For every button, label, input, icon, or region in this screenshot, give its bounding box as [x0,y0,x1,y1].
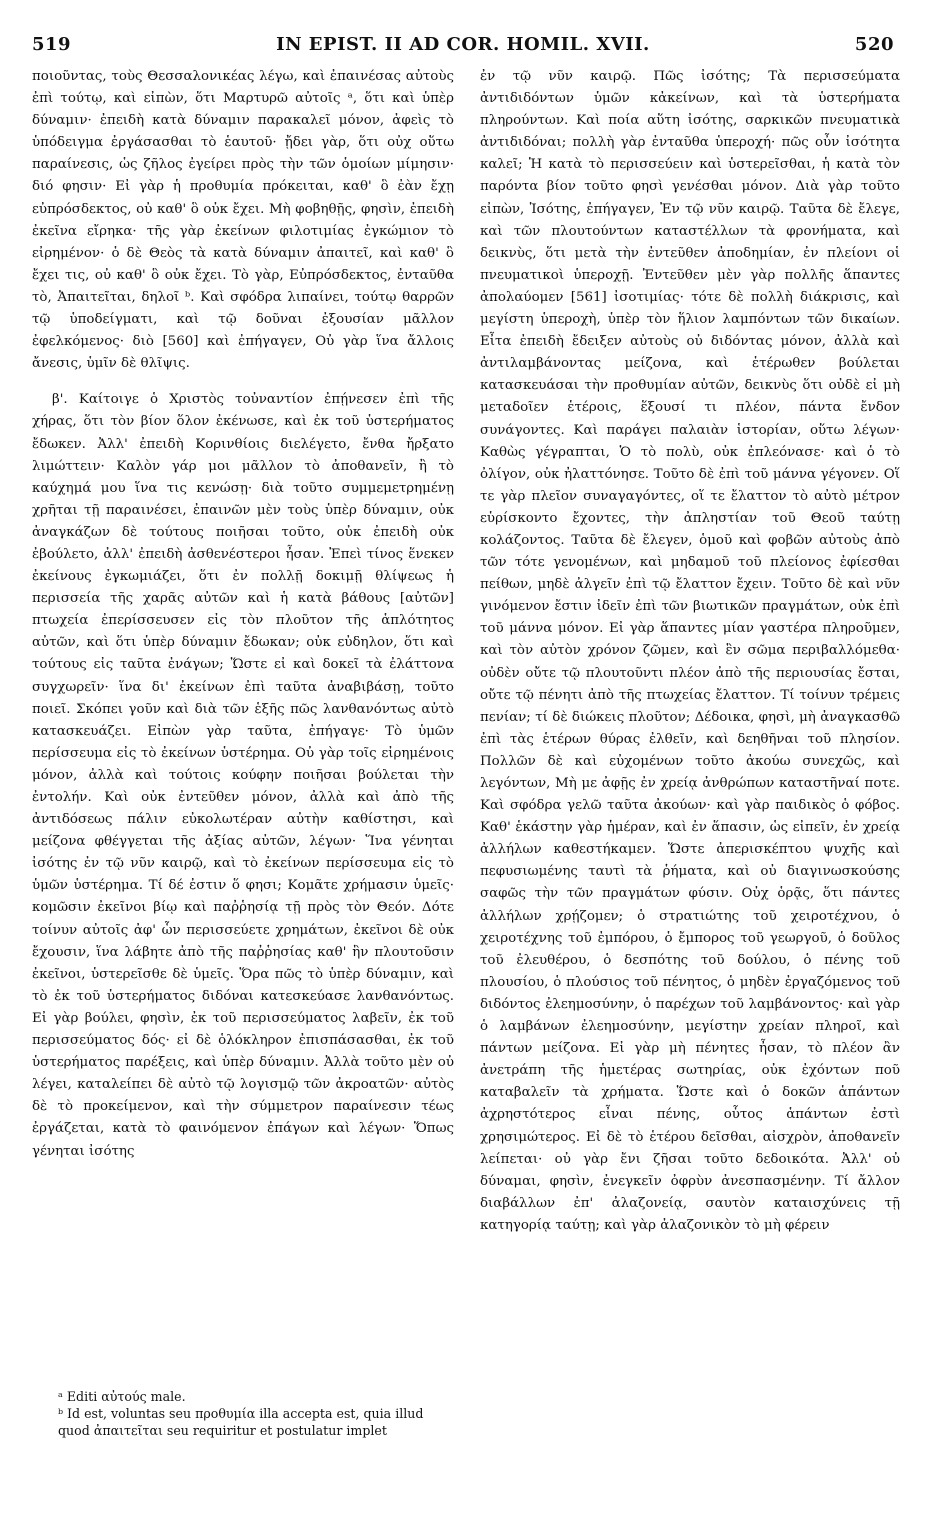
left-column [32,66,454,1163]
right-column [480,66,900,1237]
footnote-a: ᵃ Editi αὐτούς male. [58,1389,186,1404]
footnote-b: ᵇ Id est, voluntas seu προθυμία illa accepta est, quia illud quod ἀπαιτεῖται seu requiritur et postulatur implet [58,1406,424,1438]
page-number-right: 520 [854,34,894,55]
footnotes [32,1388,454,1439]
right-paragraph-1: ἐν τῷ νῦν καιρῷ. Πῶς ἰσότης; Τὰ περισσεύματα ἀντιδιδόντων ὑμῶν κἀκείνων, καὶ τὰ ὑστερήματα πληρούντων. Καὶ ποία αὕτη ἰσότης, σαρκικῶν πνευματικὰ ἀντιδιδόναι; πολλὴ γὰρ ἐνταῦθα ὑπεροχή· πῶς οὖν ἰσότητα καλεῖ; Ἡ κατὰ τὸ περισσεύειν καὶ ὑστερεῖσθαι, ἡ κατὰ τὸν παρόντα βίον τοῦτο φησὶ γενέσθαι μόνον. Διὰ γὰρ τοῦτο εἰπὼν, Ἰσότης, ἐπήγαγεν, Ἐν τῷ νῦν καιρῷ. Ταῦτα δὲ ἔλεγε, καὶ τῶν πλουτούντων καταστέλλων τὰ φρονήματα, καὶ δεικνὺς, ὅτι μετὰ τὴν ἐντεῦθεν ἀποδημίαν, ἐν πλείονι οἱ πνευματικοὶ ὑπεροχῇ. Ἐντεῦθεν μὲν γὰρ πολλῆς ἅπαντες ἀπολαύομεν [561] ἰσοτιμίας· τότε δὲ πολλὴ διάκρισις, καὶ μεγίστη ὑπεροχὴ, ὑπὲρ τὸν ἥλιον λαμπόντων τῶν δικαίων. Εἶτα ἐπειδὴ ἔδειξεν αὐτοὺς οὐ διδόντας μόνον, ἀλλὰ καὶ ἀντιλαμβάνοντας μείζονα, καὶ ἑτέρωθεν βούλεται κατασκευάσαι τὴν προθυμίαν αὐτῶν, δεικνὺς ὅτι οὐδὲ εἰ μὴ μεταδοῖεν ἑτέροις, ἕξουσί τι πλέον, πάντα ἔνδον συνάγοντες. Καὶ παράγει παλαιὰν ἱστορίαν, οὕτω λέγων· Καθὼς γέγραπται, Ὁ τὸ πολὺ, οὐκ ἐπλεόνασε· καὶ ὁ τὸ ὀλίγον, οὐκ ἠλαττόνησε. Τοῦτο δὲ ἐπὶ τοῦ μάννα γέγονεν. Οἵ τε γὰρ πλεῖον συναγαγόντες, οἵ τε ἔλαττον τὸ αὐτὸ μέτρον εὑρίσκοντο ἔχοντες, τὴν ἀπληστίαν τοῦ Θεοῦ ταύτῃ κολάζοντος. Ταῦτα δὲ ἔλεγεν, ὁμοῦ καὶ φοβῶν αὐτοὺς ἀπὸ τῶν τότε γενομένων, καὶ μηδαμοῦ τοῦ πλείονος ἐφίεσθαι πείθων, μηδὲ ἀλγεῖν ἐπὶ τῷ ἔλαττον ἔχειν. Τοῦτο δὲ καὶ νῦν γινόμενον ἔστιν ἰδεῖν ἐπὶ τῶν βιωτικῶν πραγμάτων, οὐκ ἐπὶ τοῦ μάννα μόνον. Εἰ γὰρ ἅπαντες μίαν γαστέρα πληροῦμεν, καὶ τὸν αὐτὸν χρόνον ζῶμεν, καὶ ἓν σῶμα περιβαλλόμεθα· οὐδὲν οὔτε τῷ πλουτοῦντι πλέον ἀπὸ τῆς περιουσίας ἔσται, οὔτε τῷ πένητι ἀπὸ τῆς πτωχείας ἔλαττον. Τί τοίνυν τρέμεις πενίαν; τί δὲ διώκεις πλοῦτον; Δέδοικα, φησὶ, μὴ ἀναγκασθῶ ἐπὶ τὰς ἑτέρων θύρας ἐλθεῖν, καὶ δεηθῆναι τοῦ πλησίον. Πολλῶν δὲ καὶ εὐχομένων τοῦτο ἀκούω συνεχῶς, καὶ λεγόντων, Μὴ με ἀφῇς ἐν χρείᾳ ἀνθρώπων καταστῆναί ποτε. Καὶ σφόδρα γελῶ ταῦτα ἀκούων· καὶ γὰρ παιδικὸς ὁ φόβος. Καθ' ἑκάστην γὰρ ἡμέραν, καὶ ἐν ἅπασιν, ὡς εἰπεῖν, ἐν χρείᾳ ἀλλήλων καθεστήκαμεν. Ὥστε ἀπερισκέπτου ψυχῆς καὶ πεφυσιωμένης ταυτὶ τὰ ῥήματα, καὶ οὐ διαγινωσκούσης σαφῶς τὴν τῶν πραγμάτων φύσιν. Οὐχ ὁρᾷς, ὅτι πάντες ἀλλήλων χρῄζομεν; ὁ στρατιώτης τοῦ χειροτέχνου, ὁ χειροτέχνης τοῦ ἐμπόρου, ὁ ἔμπορος τοῦ γεωργοῦ, ὁ δοῦλος τοῦ ἐλευθέρου, ὁ δεσπότης τοῦ δούλου, ὁ πένης τοῦ πλουσίου, ὁ πλούσιος τοῦ πένητος, ὁ μηδὲν ἐργαζόμενος τοῦ διδόντος ἐλεημοσύνην, ὁ παρέχων τοῦ λαμβάνοντος· καὶ γὰρ ὁ λαμβάνων ἐλεημοσύνην, μεγίστην χρείαν πληροῖ, καὶ πάντων μείζονα. Εἰ γὰρ μὴ πένητες ἦσαν, τὸ πλέον ἂν ἀνετράπη τῆς ἡμετέρας σωτηρίας, οὐκ ἐχόντων ποῦ καταβαλεῖν τὰ χρήματα. Ὥστε καὶ ὁ δοκῶν ἁπάντων ἀχρηστότερος εἶναι πένης, οὗτος ἁπάντων ἐστὶ χρησιμώτερος. Εἰ δὲ τὸ ἑτέρου δεῖσθαι, αἰσχρὸν, ἀποθανεῖν λείπεται· οὐ γὰρ ἔνι ζῆσαι τοῦτο δεδοικότα. Ἀλλ' οὐ δύναμαι, φησὶν, ἐνεγκεῖν ὀφρὺν ἀνεσπασμένην. Τί ἄλλον διαβάλλων ἐπ' ἀλαζονείᾳ, σαυτὸν καταισχύνεις τῇ κατηγορίᾳ ταύτῃ; καὶ γὰρ ἀλαζονικὸν τὸ μὴ φέρειν [480,69,900,1233]
running-title: IN EPIST. II AD COR. HOMIL. XVII. [276,34,650,55]
running-header [32,34,894,60]
left-paragraph-2: β'. Καίτοιγε ὁ Χριστὸς τοὐναντίον ἐπῄνεσεν ἐπὶ τῆς χήρας, ὅτι τὸν βίον ὅλον ἐκένωσε, καὶ ἐκ τοῦ ὑστερήματος ἔδωκεν. Ἀλλ' ἐπειδὴ Κορινθίοις διελέγετο, ἔνθα ἤρξατο λιμώττειν· Καλὸν γάρ μοι μᾶλλον τὸ ἀποθανεῖν, ἢ τὸ καύχημά μου ἵνα τις κενώσῃ· διὰ τοῦτο συμμεμετρημένῃ χρῆται τῇ παραινέσει, ἐπαινῶν μὲν τοὺς ὑπὲρ δύναμιν, οὐκ ἀναγκάζων δὲ τούτους ποιῆσαι τοῦτο, οὐκ ἐπειδὴ οὐκ ἐβούλετο, ἀλλ' ἐπειδὴ ἀσθενέστεροι ἦσαν. Ἐπεὶ τίνος ἕνεκεν ἐκείνους ἐγκωμιάζει, ὅτι ἐν πολλῇ δοκιμῇ θλίψεως ἡ περισσεία τῆς χαρᾶς αὐτῶν καὶ ἡ κατὰ βάθους [αὐτῶν] πτωχεία ἐπερίσσευσεν εἰς τὸν πλοῦτον τῆς ἁπλότητος αὐτῶν, καὶ ὅτι ὑπὲρ δύναμιν ἔδωκαν; οὐκ εὐδηλον, ὅτι καὶ τούτους εἰς ταῦτα ἐνάγων; Ὥστε εἰ καὶ δοκεῖ τὰ ἐλάττονα συγχωρεῖν· ἵνα δι' ἐκείνων ἐπὶ ταῦτα ἀναβιβάσῃ, τοῦτο ποιεῖ. Σκόπει γοῦν καὶ διὰ τῶν ἑξῆς πῶς λανθανόντως αὐτὸ κατασκευάζει. Εἰπὼν γὰρ ταῦτα, ἐπήγαγε· Τὸ ὑμῶν περίσσευμα εἰς τὸ ἐκείνων ὑστέρημα. Οὐ γὰρ τοῖς εἰρημένοις μόνον, ἀλλὰ καὶ τούτοις κούφην ποιῆσαι βούλεται τὴν ἐντολήν. Καὶ οὐκ ἐντεῦθεν μόνον, ἀλλὰ καὶ ἀπὸ τῆς ἀντιδόσεως πάλιν εὐκολωτέραν αὐτὴν καθίστησι, καὶ μείζονα φθέγγεται τῆς ἀξίας αὐτῶν, λέγων· Ἵνα γένηται ἰσότης ἐν τῷ νῦν καιρῷ, καὶ τὸ ἐκείνων περίσσευμα εἰς τὸ ὑμῶν ὑστέρημα. Τί δέ ἐστιν ὅ φησι; Κομᾶτε χρήμασιν ὑμεῖς· κομῶσιν ἐκεῖνοι βίῳ καὶ παῤῥησίᾳ τῇ πρὸς τὸν Θεόν. Δότε τοίνυν αὐτοῖς ἀφ' ὧν περισσεύετε χρημάτων, ἐκεῖνοι δὲ οὐκ ἔχουσιν, ἵνα λάβητε ἀπὸ τῆς παῤῥησίας καθ' ἣν πλουτοῦσιν ἐκεῖνοι, ὑστερεῖσθε δὲ ὑμεῖς. Ὅρα πῶς τὸ ὑπὲρ δύναμιν, καὶ τὸ ἐκ τοῦ ὑστερήματος διδόναι κατεσκεύασε λανθανόντως. Εἰ γὰρ βούλει, φησὶν, ἐκ τοῦ περισσεύματος λαβεῖν, ἐκ τοῦ περισσεύματος δός· εἰ δὲ ὁλόκληρον ἐπισπάσασθαι, ἐκ τοῦ ὑστερήματος παρέξεις, καὶ ὑπὲρ δύναμιν. Ἀλλὰ τοῦτο μὲν οὐ λέγει, καταλείπει δὲ αὐτὸ τῷ λογισμῷ τῶν ἀκροατῶν· αὐτὸς δὲ τὸ προκείμενον, καὶ τὴν σύμμετρον παραίνεσιν τέως ἐργάζεται, κατὰ τὸ φαινόμενον ἐπάγων καὶ λέγων· Ὅπως γένηται ἰσότης [32,392,454,1159]
left-paragraph-1: ποιοῦντας, τοὺς Θεσσαλονικέας λέγω, καὶ ἐπαινέσας αὐτοὺς ἐπὶ τούτῳ, καὶ εἰπὼν, ὅτι Μαρτυρῶ αὐτοῖς ᵃ, ὅτι καὶ ὑπὲρ δύναμιν· ἐπειδὴ κατὰ δύναμιν παρακαλεῖ μόνον, ἀφεὶς τὸ ὑπόδειγμα ἐργάσασθαι τὸ ἑαυτοῦ· ᾔδει γὰρ, ὅτι οὐχ οὕτω παραίνεσις, ὡς ζῆλος ἐγείρει πρὸς τὴν τῶν ὁμοίων μίμησιν· διό φησιν· Εἰ γὰρ ἡ προθυμία πρόκειται, καθ' ὃ ἐὰν ἔχῃ εὐπρόσδεκτος, οὐ καθ' ὃ οὐκ ἔχει. Μὴ φοβηθῇς, φησὶν, ἐπειδὴ ἐκεῖνα εἴρηκα· τῆς γὰρ ἐκείνων φιλοτιμίας ἐγκώμιον τὸ εἰρημένον· ὁ δὲ Θεὸς τὰ κατὰ δύναμιν ἀπαιτεῖ, καὶ καθ' ὃ ἔχει τις, οὐ καθ' ὃ οὐκ ἔχει. Τὸ γὰρ, Εὐπρόσδεκτος, ἐνταῦθα τὸ, Ἀπαιτεῖται, δηλοῖ ᵇ. Καὶ σφόδρα λιπαίνει, τούτῳ θαρρῶν τῷ ὑποδείγματι, καὶ τῷ δοῦναι ἐξουσίαν μᾶλλον ἐφελκόμενος· διὸ [560] καὶ ἐπήγαγεν, Οὐ γὰρ ἵνα ἄλλοις ἄνεσις, ὑμῖν δὲ θλῖψις. [32,69,454,372]
page-number-left: 519 [32,34,72,55]
